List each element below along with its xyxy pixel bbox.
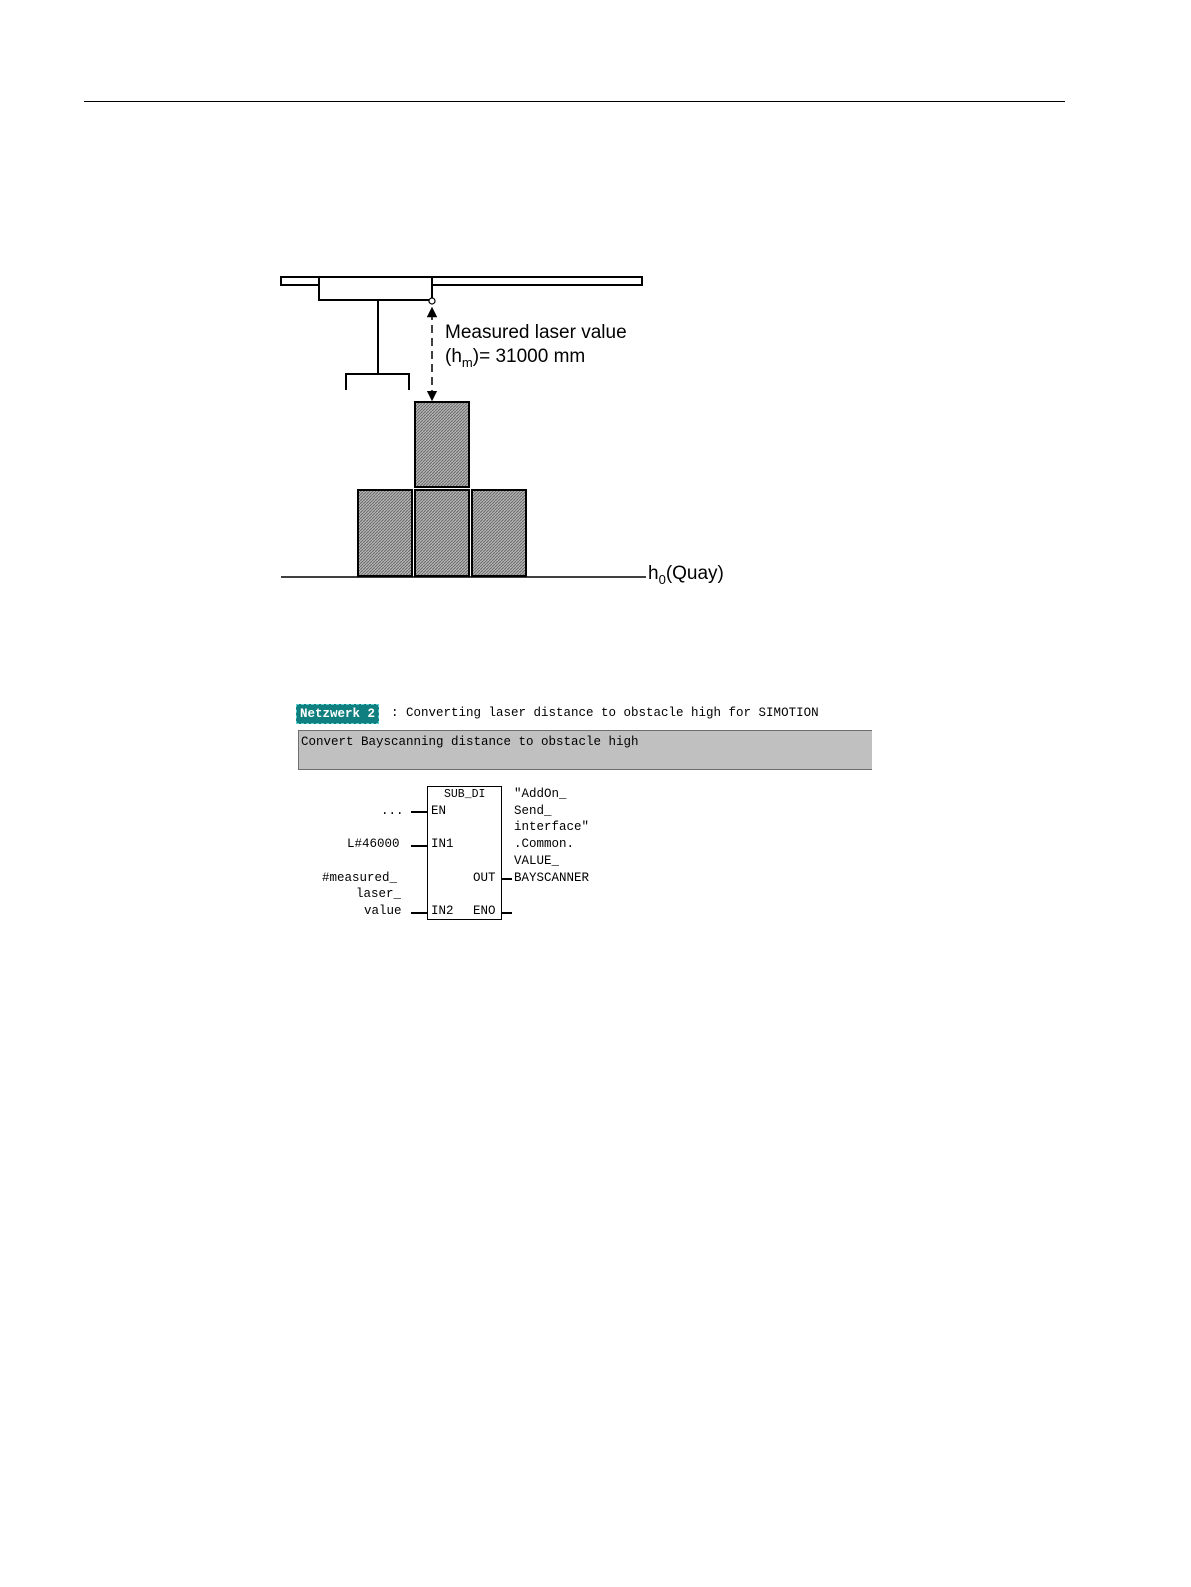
- container-right: [472, 490, 526, 576]
- hm-value-label: [445, 346, 585, 370]
- h0-quay-label: [648, 563, 724, 587]
- network-comment-box[interactable]: [298, 730, 872, 770]
- container-left: [358, 490, 412, 576]
- wire-in1: [411, 845, 427, 847]
- wire-eno: [502, 912, 512, 914]
- trolley: [319, 277, 432, 300]
- container-middle: [415, 490, 469, 576]
- pin-out: OUT: [473, 871, 496, 885]
- laser-sensor: [429, 298, 435, 304]
- out-operand-line6[interactable]: BAYSCANNER: [514, 871, 590, 885]
- wire-out: [502, 878, 512, 880]
- pin-eno: ENO: [473, 904, 496, 918]
- out-operand-line3[interactable]: interface": [514, 820, 590, 834]
- crane-diagram: [0, 0, 1191, 640]
- in2-operand-line3[interactable]: value: [364, 904, 402, 918]
- network-title: : Converting laser distance to obstacle high for SIMOTION: [391, 706, 819, 720]
- in2-operand-line1[interactable]: #measured_: [322, 871, 398, 885]
- out-operand-line2[interactable]: Send_: [514, 804, 552, 818]
- out-operand-line5[interactable]: VALUE_: [514, 854, 560, 868]
- hm-prefix: (h: [445, 346, 462, 367]
- out-operand-line4[interactable]: .Common.: [514, 837, 575, 851]
- h0-subscript: 0: [658, 571, 666, 587]
- h0-quay-text: (Quay): [665, 563, 724, 584]
- pin-en: EN: [431, 804, 447, 818]
- spreader: [346, 374, 409, 390]
- in2-operand-line2[interactable]: laser_: [356, 887, 402, 901]
- container-top: [415, 402, 469, 487]
- hm-subscript: m: [461, 354, 473, 370]
- wire-in2: [411, 912, 427, 914]
- out-operand-line1[interactable]: "AddOn_: [514, 787, 567, 801]
- measured-laser-label: Measured laser value: [445, 322, 627, 343]
- wire-en: [411, 811, 427, 813]
- block-name: SUB_DI: [444, 788, 486, 801]
- in1-operand[interactable]: L#46000: [347, 837, 400, 851]
- pin-in2: IN2: [431, 904, 454, 918]
- h0-main: h: [648, 563, 659, 584]
- hm-value: )= 31000 mm: [472, 346, 586, 367]
- en-operand[interactable]: ...: [381, 804, 404, 818]
- network-badge[interactable]: Netzwerk 2: [296, 704, 379, 724]
- pin-in1: IN1: [431, 837, 454, 851]
- network-comment: Convert Bayscanning distance to obstacle high: [301, 735, 639, 749]
